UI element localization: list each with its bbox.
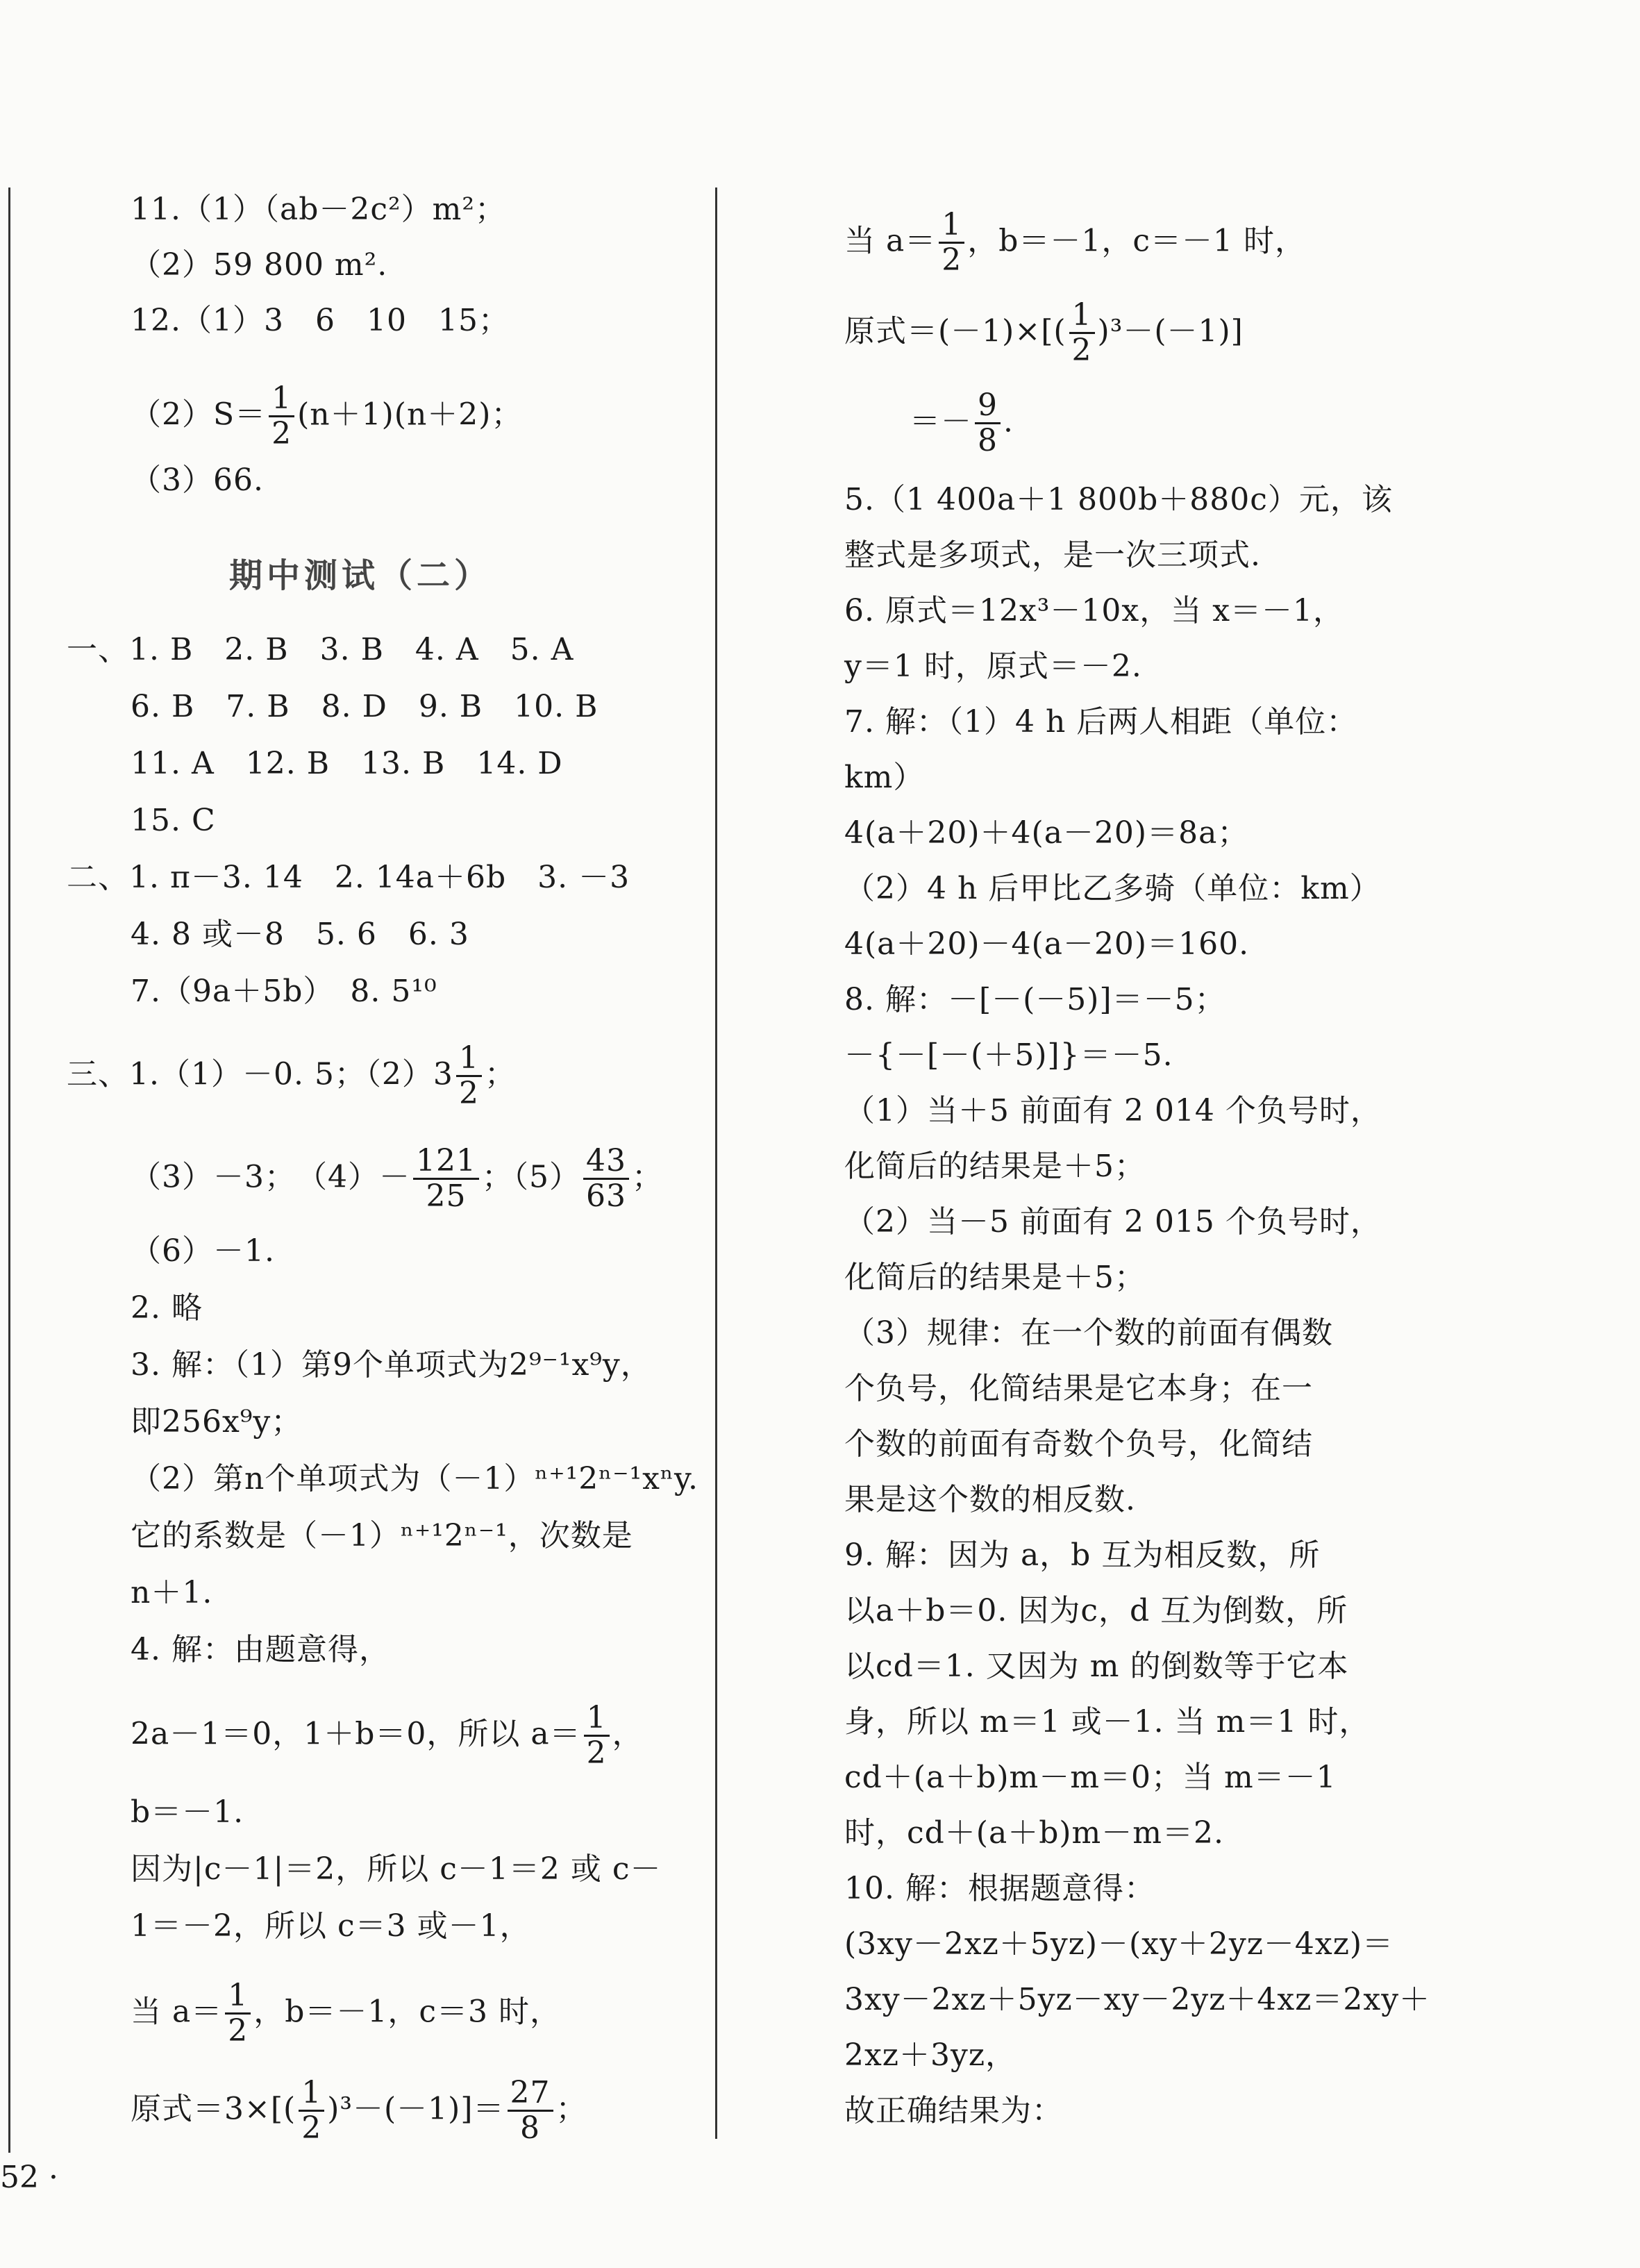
answer-line: （3）66. — [131, 462, 264, 498]
answer-line: cd＋(a＋b)m－m＝0；当 m＝－1 — [844, 1760, 1337, 1795]
answer-line-fraction: 原式＝(－1)×[( $\frac{1}{2}$ )³－(－1)] — [844, 297, 1244, 369]
answer-line: 12.（1）3 6 10 15； — [131, 303, 510, 338]
answer-line: 以a＋b＝0. 因为c，d 互为倒数，所 — [844, 1593, 1348, 1628]
answer-line: 以cd＝1. 又因为 m 的倒数等于它本 — [844, 1649, 1349, 1684]
answer-line: 10. 解：根据题意得： — [844, 1871, 1155, 1906]
answer-line-fraction: （2）S＝ $\frac{1}{2}$ (n＋1)(n＋2)； — [131, 381, 523, 452]
answer-line: 11. A 12. B 13. B 14. D — [131, 746, 563, 781]
answer-line: 即256x⁹y； — [131, 1404, 303, 1440]
answer-line: （1）当＋5 前面有 2 014 个负号时， — [844, 1093, 1382, 1128]
answer-line: 2xz＋3yz， — [844, 2037, 1017, 2073]
answer-line: 8. 解：－[－(－5)]＝－5； — [844, 982, 1226, 1017]
fraction: $\frac{1}{2}$ — [225, 1979, 251, 2049]
fraction: $\frac{9}{8}$ — [975, 389, 1001, 458]
answer-line-fraction: （3）－3； （4）－ $\frac{121}{25}$ ；（5） $\frac{43}{63}$ ； — [131, 1143, 663, 1215]
answer-line: 4(a＋20)＋4(a－20)＝8a； — [844, 815, 1249, 851]
answer-line-fraction: ＝－ $\frac{9}{8}$ . — [910, 387, 1014, 459]
answer-line: b＝－1. — [131, 1794, 244, 1830]
answer-line: 果是这个数的相反数. — [844, 1482, 1136, 1517]
fraction: $\frac{1}{2}$ — [456, 1042, 482, 1111]
answer-line: 3. 解：（1）第9个单项式为2⁹⁻¹x⁹y， — [131, 1347, 652, 1383]
fraction: $\frac{1}{2}$ — [269, 382, 294, 451]
answer-line: (3xy－2xz＋5yz)－(xy＋2yz－4xz)＝ — [844, 1926, 1394, 1962]
answer-line: 7. 解：（1）4 h 后两人相距（单位： — [844, 704, 1358, 740]
answer-line: 1＝－2，所以 c＝3 或－1， — [131, 1908, 531, 1944]
page-number: 52 · — [0, 2160, 58, 2195]
answer-line-fraction: 原式＝3×[( $\frac{1}{2}$ )³－(－1)]＝ $\frac{27}{8}$ ； — [131, 2075, 587, 2146]
answer-line: 个负号，化简结果是它本身；在一 — [844, 1371, 1313, 1406]
answer-line: 2. 略 — [131, 1290, 203, 1326]
answer-line: 4. 8 或－8 5. 6 6. 3 — [131, 917, 469, 952]
answer-line: （2）4 h 后甲比乙多骑（单位：km） — [844, 871, 1381, 906]
answer-line: 6. B 7. B 8. D 9. B 10. B — [131, 689, 599, 724]
answer-line: 4(a＋20)－4(a－20)＝160. — [844, 926, 1250, 962]
answer-line-fraction: 三、1.（1）－0. 5；（2）3 $\frac{1}{2}$ ； — [67, 1040, 516, 1112]
answer-line: 它的系数是（－1）ⁿ⁺¹2ⁿ⁻¹，次数是 — [131, 1518, 633, 1553]
answer-line: y＝1 时，原式＝－2. — [844, 649, 1142, 684]
answer-line: 9. 解：因为 a，b 互为相反数，所 — [844, 1537, 1321, 1573]
fraction: $\frac{1}{2}$ — [939, 208, 964, 278]
answer-line: 15. C — [131, 803, 216, 838]
answer-line: （2）当－5 前面有 2 015 个负号时， — [844, 1204, 1382, 1240]
answer-line: n＋1. — [131, 1575, 213, 1610]
fraction: $\frac{1}{2}$ — [584, 1701, 610, 1771]
answer-line: （2）59 800 m². — [131, 247, 388, 283]
answer-line: 一、1. B 2. B 3. B 4. A 5. A — [67, 632, 574, 667]
answer-line: （6）－1. — [131, 1233, 275, 1269]
answer-line: 7.（9a＋5b） 8. 5¹⁰ — [131, 974, 437, 1009]
answer-line: 身，所以 m＝1 或－1. 当 m＝1 时， — [844, 1704, 1371, 1740]
fraction: $\frac{27}{8}$ — [508, 2076, 553, 2146]
answer-line: 二、1. π－3. 14 2. 14a＋6b 3. －3 — [67, 860, 630, 895]
answer-line: 整式是多项式，是一次三项式. — [844, 537, 1261, 573]
answer-line: 5.（1 400a＋1 800b＋880c）元，该 — [844, 482, 1393, 517]
answer-line: －{－[－(＋5)]}＝－5. — [844, 1037, 1173, 1073]
answer-line: 3xy－2xz＋5yz－xy－2yz＋4xz＝2xy＋ — [844, 1982, 1431, 2017]
column-divider — [715, 187, 717, 2139]
answer-line-fraction: 2a－1＝0，1＋b＝0，所以 a＝ $\frac{1}{2}$ ， — [131, 1700, 644, 1771]
answer-line: （3）规律：在一个数的前面有偶数 — [844, 1315, 1333, 1351]
section-title: 期中测试（二） — [229, 556, 492, 595]
fraction: $\frac{121}{25}$ — [413, 1144, 479, 1214]
answer-line: 11.（1）（ab－2c²）m²； — [131, 192, 507, 227]
fraction: $\frac{43}{63}$ — [583, 1144, 629, 1214]
answer-line: 6. 原式＝12x³－10x，当 x＝－1， — [844, 593, 1345, 628]
fraction: $\frac{1}{2}$ — [1069, 299, 1095, 368]
left-margin-rule — [8, 187, 10, 2153]
answer-line: km） — [844, 760, 925, 795]
answer-line: （2）第n个单项式为（－1）ⁿ⁺¹2ⁿ⁻¹xⁿy. — [131, 1461, 698, 1496]
answer-line: 因为|c－1|＝2，所以 c－1＝2 或 c－ — [131, 1851, 662, 1887]
answer-line-fraction: 当 a＝ $\frac{1}{2}$ ，b＝－1，c＝3 时， — [131, 1978, 562, 2049]
answer-line: 故正确结果为： — [844, 2093, 1063, 2128]
answer-line: 时，cd＋(a＋b)m－m＝2. — [844, 1815, 1224, 1851]
answer-line: 化简后的结果是＋5； — [844, 1260, 1146, 1295]
answer-line: 4. 解：由题意得， — [131, 1632, 390, 1667]
fraction: $\frac{1}{2}$ — [299, 2076, 324, 2146]
answer-line-fraction: 当 a＝ $\frac{1}{2}$ ，b＝－1，c＝－1 时， — [844, 207, 1307, 278]
answer-line: 个数的前面有奇数个负号，化简结 — [844, 1426, 1313, 1462]
answer-line: 化简后的结果是＋5； — [844, 1149, 1146, 1184]
